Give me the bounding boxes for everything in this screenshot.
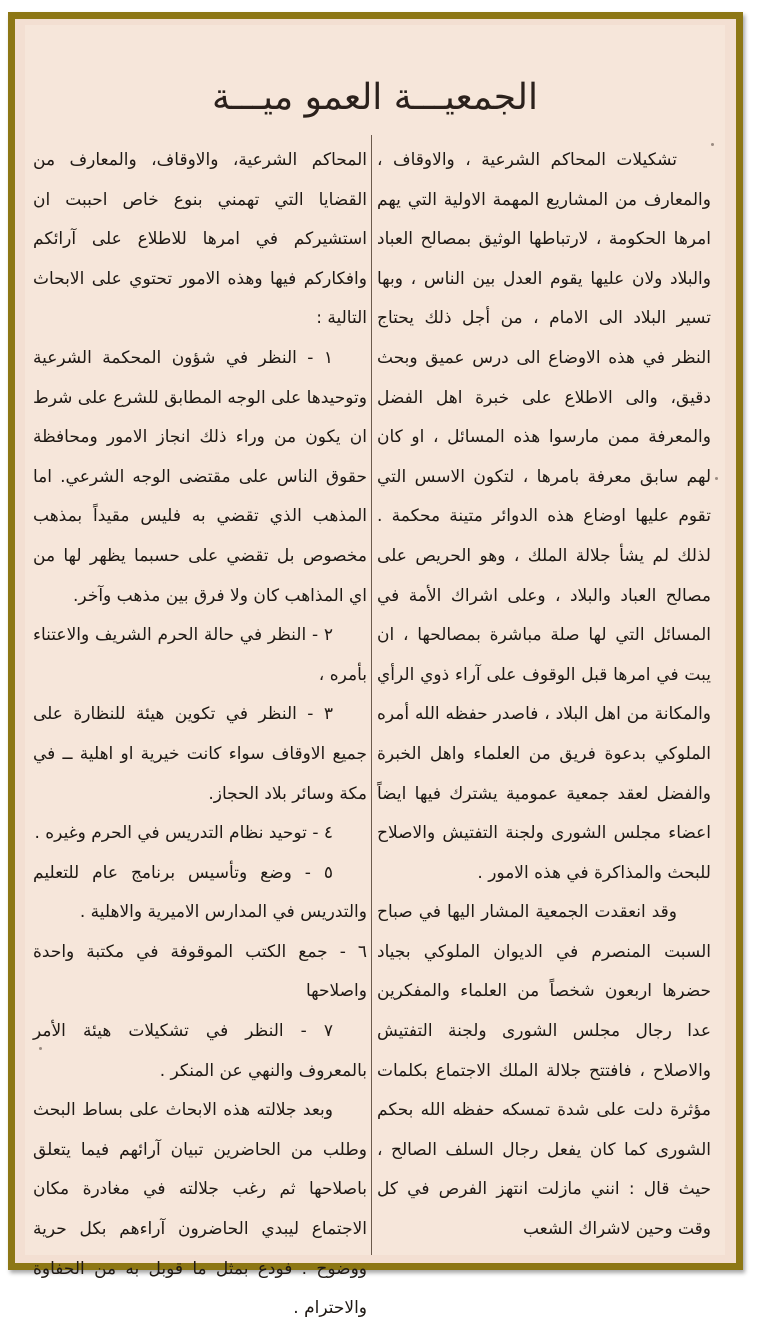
right-paragraph-2: وقد انعقدت الجمعية المشار اليها في صباح السبت المنصرم في الديوان الملوكي بجياد حضرها اربعون شخصاً من العلماء والمفكرين عدا رجال مجلس الشورى ولجنة التفتيش والاصلاح ، فافتتح جلالة الملك الاجتماع بكلمات مؤثرة دلت على شدة تمسكه حفظه الله بحكم الشورى كما كان يفعل رجال السلف الصالح ، حيث قال : انني مازلت انتهز الفرص في كل وقت وحين لاشراك الشعب (377, 902, 711, 1240)
paper-speck (715, 477, 718, 480)
right-paragraph-1: تشكيلات المحاكم الشرعية ، والاوقاف ، والمعارف من المشاريع المهمة الاولية التي يهم امرها الحكومة ، لارتباطها الوثيق بمصالح العباد والبلاد ولان عليها يقوم العدل بين الناس ، وبها تسير البلاد الى الامام ، من أجل ذلك يحتاج النظر في هذه الاوضاع الى درس عميق وبحث دقيق، والى الاطلاع على خبرة اهل الفضل والمعرفة ممن مارسوا هذه المسائل ، او كان لهم سابق معرفة بامرها ، لتكون الاسس التي تقوم عليها اوضاع هذه الدوائر متينة محكمة . لذلك لم يشأ جلالة الملك ، وهو الحريص على مصالح العباد والبلاد ، وعلى اشراك الأمة في المسائل التي لها صلة مباشرة بمصالحها ، ان يبت في امرها قبل الوقوف على آراء ذوي الرأي والمكانة من اهل البلاد ، فاصدر حفظه الله أمره الملوكي بدعوة فريق من العلماء واهل الخبرة والفضل لعقد جمعية عمومية يشترك فيها ايضاً اعضاء مجلس الشورى ولجنة التفتيش والاصلاح للبحث والمذاكرة في هذه الامور . (377, 150, 711, 883)
left-item-7: ٧ - النظر في تشكيلات هيئة الأمر بالمعروف والنهي عن المنكر . (33, 1021, 367, 1081)
left-item-2: ٢ - النظر في حالة الحرم الشريف والاعتناء بأمره ، (33, 625, 367, 685)
left-paragraph-closing: وبعد جلالته هذه الابحاث على بساط البحث وطلب من الحاضرين تبيان آرائهم فيما يتعلق باصلاحها ثم رغب جلالته في مغادرة مكان الاجتماع ليبدي الحاضرون آراءهم بكل حرية ووضوح . فودع بمثل ما قوبل به من الحفاوة والاحترام . (33, 1100, 367, 1319)
paper-speck (39, 1047, 42, 1050)
column-divider (371, 135, 372, 1255)
newspaper-clipping (25, 25, 725, 1319)
left-column (33, 141, 367, 1319)
left-item-6: ٦ - جمع الكتب الموقوفة في مكتبة واحدة واصلاحها (33, 941, 367, 1002)
left-paragraph-intro: المحاكم الشرعية، والاوقاف، والمعارف من القضايا التي تهمني بنوع خاص احببت ان استشيركم في امرها للاطلاع على آرائكم وافكاركم فيها وهذه الامور تحتوي على الابحاث التالية : (33, 150, 367, 329)
article-title: الجمعيـــة العمو ميـــة (212, 77, 538, 118)
left-item-4: ٤ - توحيد نظام التدريس في الحرم وغيره . (34, 823, 333, 844)
right-column (377, 141, 711, 1255)
left-item-3: ٣ - النظر في تكوين هيئة للنظارة على جميع الاوقاف سواء كانت خيرية او اهلية ــ في مكة وسائر بلاد الحجاز. (33, 704, 367, 804)
left-item-5: ٥ - وضع وتأسيس برنامج عام للتعليم والتدريس في المدارس الاميرية والاهلية . (33, 862, 367, 923)
page-frame (8, 12, 743, 1319)
paper-speck (711, 143, 714, 146)
left-item-1: ١ - النظر في شؤون المحكمة الشرعية وتوحيدها على الوجه المطابق للشرع على شرط ان يكون من وراء ذلك انجاز الامور ومحافظة حقوق الناس على مقتضى الوجه الشرعي. اما المذهب الذي تقضي به فليس مقيداً بمذهب مخصوص بل تقضي على حسبما يظهر لها من اي المذاهب كان ولا فرق بين مذهب وآخر. (33, 347, 367, 606)
